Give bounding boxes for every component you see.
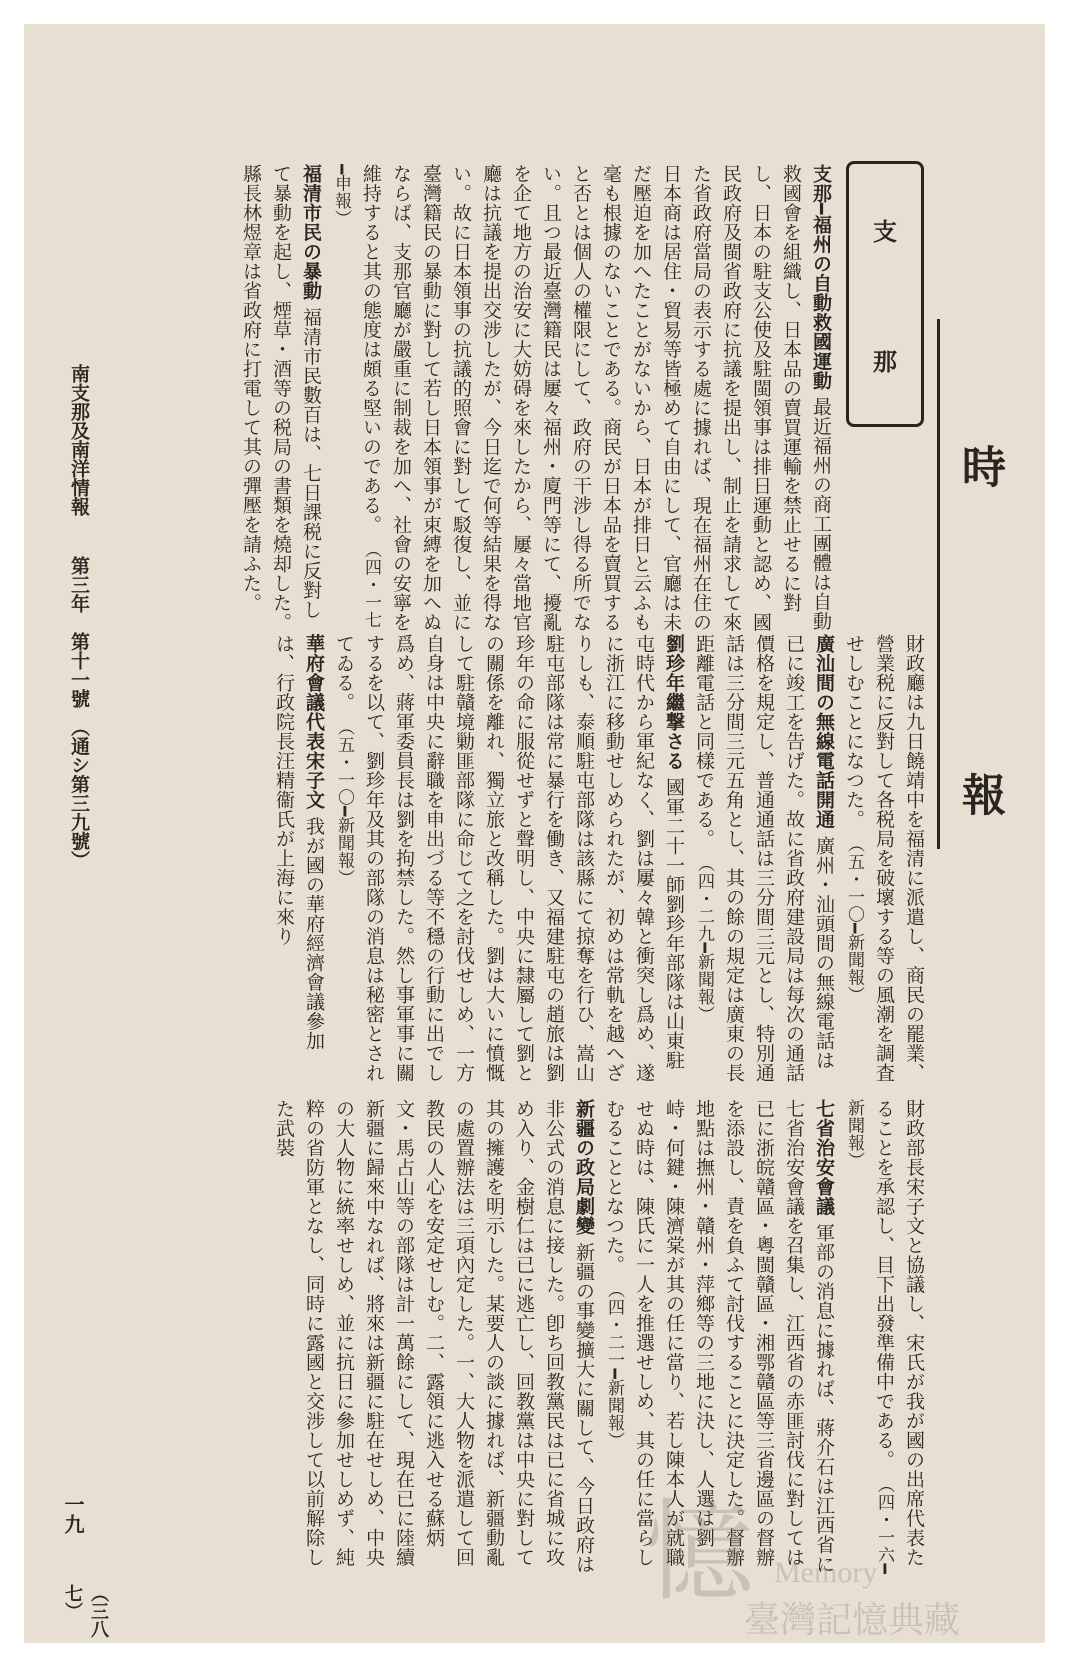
article-source: （四・一七━申報）	[331, 164, 381, 629]
publication-name: 南支那及南洋情報	[68, 364, 90, 516]
article-body: 新疆の事變擴大に關して、今日政府は非公式の消息に接した。卽ち回教黨民は已に省城に攻め入り、金樹仁は已に逃亡し、回教黨は中央に對して其の擁護を明示した。某要人の談に據れば、新疆動亂の處置辦法は三項內定した。一、大人物を派遣して回教民の人心を安定せしむ。二、露領に逃入せる蘇炳文・馬占山等の部隊は計一萬餘にして、現在已に陸續新疆に歸來中なれば、將來は新疆に駐在せしめ、中央の大人物に統率せしめ、並に抗日に參加せしめず、純粹の省防軍となし、同時に露國と交涉して以前解除した武裝	[273, 1099, 595, 1574]
article-source: （五・一〇━新聞報）	[334, 718, 354, 887]
article-body: 財政廳は九日饒靖中を福清に派遣し、商民の罷業、營業税に反對して各税局を破壞する等の風潮を調査せしむことになつた。	[843, 634, 925, 1083]
article-column-middle	[119, 634, 929, 1089]
article-body: 國軍二十一師劉珍年部隊は山東駐屯時代から軍紀なく、劉は屢々韓と衝突し爲め、遂に浙江に移動せしめられたが、初めは常軌を越へざりしも、泰順駐屯部隊は該縣にて掠奪を行ひ、嵩山駐屯部隊は常に暴行を働き、又福建駐屯の趙旅は劉珍年の命に服從せずと聲明し、中央に隸屬して劉との關係を離れ、獨立旅と改稱した。劉は大いに憤慨して駐贛境勦匪部隊に命じて之を討伐せしめ、一方自身は中央に辭職を申出づる等不穩の行動に出でし爲め、蔣軍委員長は劉を拘禁した。然し事軍事に關するを以て、劉珍年及其の部隊の消息は秘密とされてゐる。	[333, 634, 685, 1083]
article-heading: 華府會議代表宋子文	[303, 634, 325, 810]
running-footer	[64, 364, 94, 1444]
section-label-char-2: 那	[873, 346, 897, 376]
article-body: 最近福州の商工團體は自動救國會を組織し、日本品の賣買運輸を禁止せるに對し、日本の駐支公使及駐閩領事は排日運動と認め、國民政府及閩省政府に抗議を提出し、制止を請求して來た省政府當局の表示する處に據れば、現在福州在住の日本商は居住・貿易等皆極めて自由にして、官廳は未だ壓迫を加へたことがないから、日本が排日と云ふも毫も根據のないことである。商民が日本品を賣買すると否とは個人の權限にして、政府の干涉し得る所でない。且つ最近臺灣籍民は屢々福州・廈門等にて、擾亂を企て地方の治安に大妨碍を來したから、屢々當地官廳は抗議を提出交涉したが、今日迄で何等結果を得ない。故に日本領事の抗議的照會に對して駁復し、並に臺灣籍民の暴動に對して若し日本領事が束縛を加へぬならば、支那官廳が嚴重に制裁を加へ、社會の安寧を維持すると其の態度は頗る堅いのである。	[360, 164, 832, 632]
volume-info: 第三年 第十一號 （通シ第三九號）	[68, 556, 90, 870]
article-body: 軍部の消息に據れば、蔣介石は江西省に七省治安會議を召集し、江西省の赤匪討伐に對しては已に浙皖贛區・粵閩贛區・湘鄂贛區等三省邊區の督辦を添設し、責を負ふて討伐することに決定した。督辦地點は撫州・贛州・萍鄉等の三地に決し、人選は劉峙・何鍵・陳濟棠が其の任に當り、若し陳本人が就職せぬ時は、陳氏に一人を推選せしめ、其の任に當らしむることとなつた。	[603, 1099, 835, 1574]
article-heading: 福清市民の暴動	[300, 164, 322, 301]
article-source: （四・二一━新聞報）	[604, 1281, 624, 1450]
article-source: （五・一〇━新聞報）	[844, 835, 864, 1004]
title-rule	[937, 319, 940, 849]
article-source: （四・一六━新聞報）	[844, 1099, 894, 1575]
section-label-char-1: 支	[873, 216, 897, 246]
watermark-logo: 憶	[644, 1488, 754, 1616]
page-number: 一九	[61, 1494, 85, 1534]
article-body: 廣州・汕頭間の無線電話は已に竣工を告げた。故に省政府建設局は每次の通話價格を規定し、普通通話は三分間三元とし、特別通話は三分間三元五角とし、其の餘の規定は廣東の長距離電話と同樣である。	[693, 634, 835, 1083]
watermark-english: Memory	[774, 1556, 878, 1589]
document-page	[24, 24, 1045, 1643]
article-fukushu	[124, 164, 836, 634]
article-body: 財政部長宋子文と協議し、宋氏が我が國の出席代表たることを承認し、目下出發準備中である。	[873, 1099, 925, 1567]
article-body: 福清市民數百は、七日課税に反對して暴動を起し、煙草・酒等の税局の書類を燒却した。縣長林煜章は省政府に打電して其の彈壓を請ふた。	[240, 164, 322, 632]
section-label-box	[846, 161, 924, 427]
article-heading: 七省治安會議	[813, 1099, 835, 1216]
page-title: 時 報	[954, 444, 1005, 936]
article-heading: 支那━福州の自動救國運動	[810, 164, 832, 391]
watermark-subtitle: 臺灣記憶典藏	[744, 1600, 961, 1641]
total-page-number: （三八七）	[62, 1584, 109, 1638]
article-heading: 新疆の政局劇變	[573, 1099, 595, 1236]
article-heading: 廣汕間の無線電話開通	[813, 634, 835, 829]
article-column-lower	[119, 1099, 929, 1579]
article-body: 我が國の華府經濟會議參加は、行政院長汪精衞氏が上海に來り	[273, 634, 325, 1051]
article-heading: 劉珍年繼撃さる	[663, 634, 685, 771]
article-source: （四・二九━新聞報）	[694, 855, 714, 1024]
